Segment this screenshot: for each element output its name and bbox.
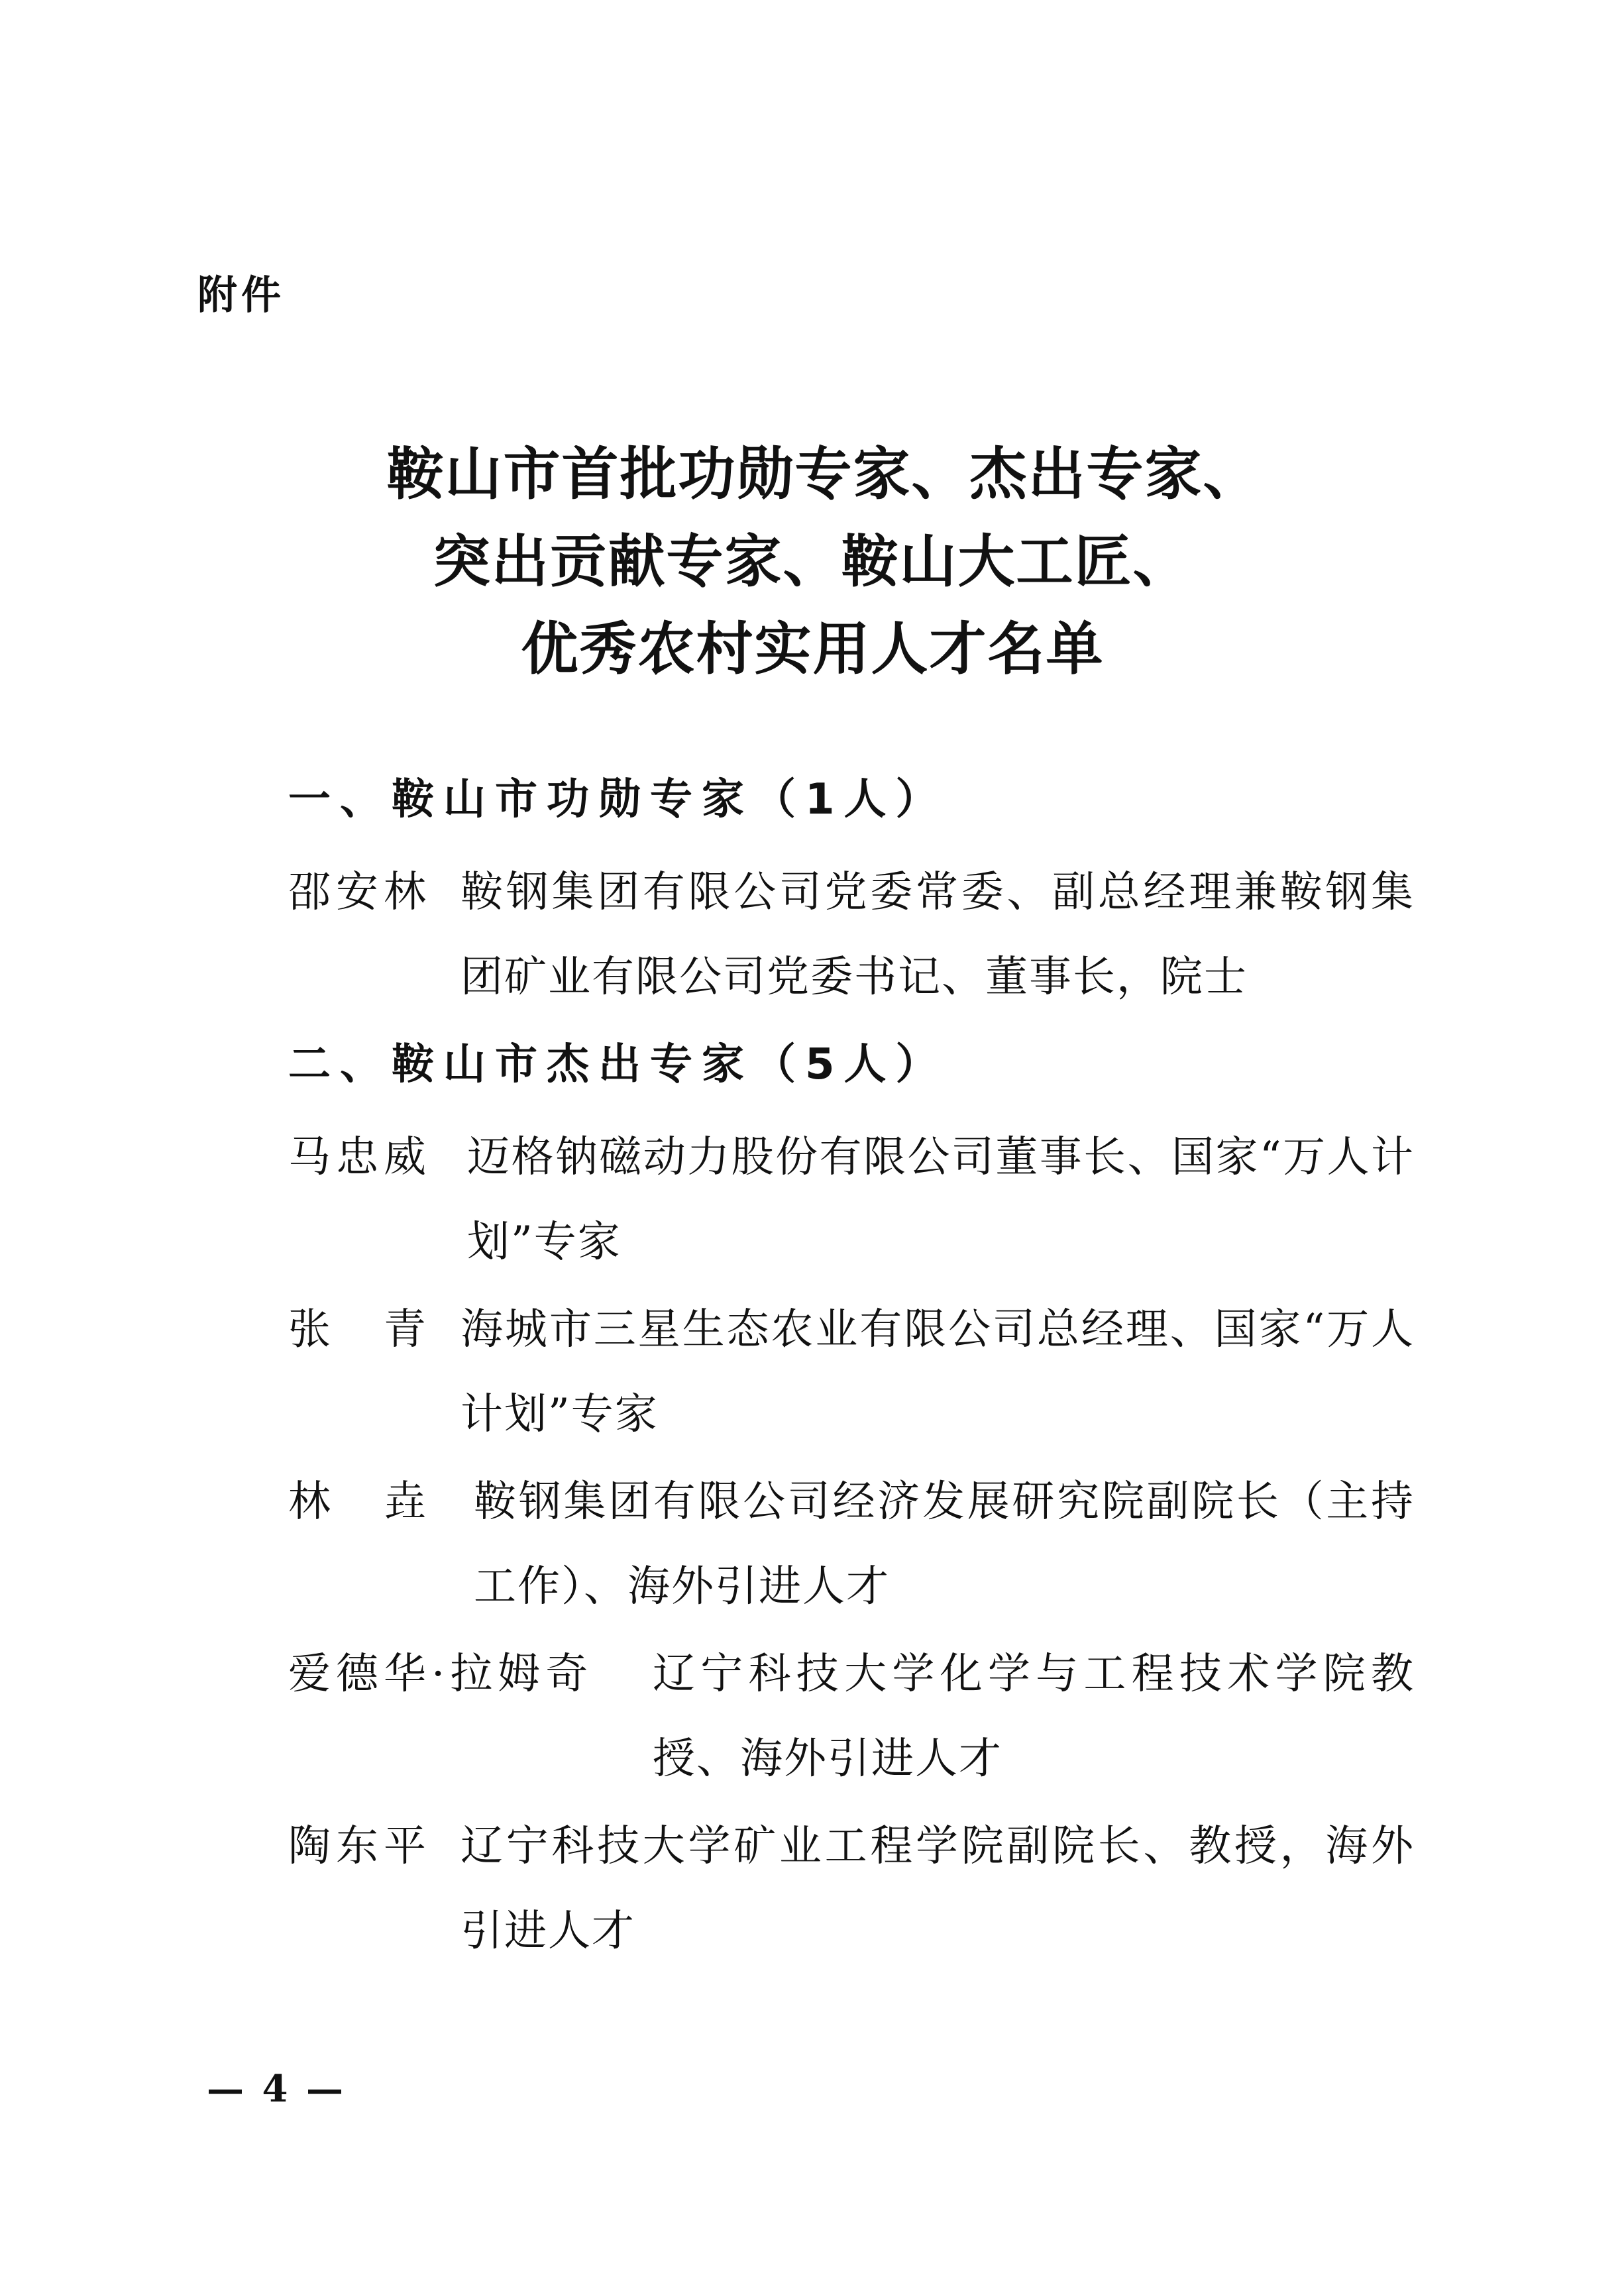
title-line-1: 鞍山市首批功勋专家、杰出专家、 [386,441,1262,507]
entry-description: 海城市三星生态农业有限公司总经理、国家“万人计划”专家 [460,1305,1415,1439]
entry-description: 鞍钢集团有限公司党委常委、副总经理兼鞍钢集团矿业有限公司党委书记、董事长，院士 [460,868,1415,1002]
entry-description: 鞍钢集团有限公司经济发展研究院副院长（主持工作）、海外引进人才 [474,1477,1415,1611]
entry-description: 迈格钠磁动力股份有限公司董事长、国家“万人计划”专家 [467,1133,1415,1267]
section-heading-outstanding: 二、鞍山市杰出专家（5人） [288,1040,947,1089]
entry-name: 张 青 [288,1305,431,1354]
page-number: — 4 — [207,2067,346,2111]
annex-label: 附件 [197,272,285,319]
entry-name: 爱德华·拉姆奇 [288,1650,594,1699]
section-heading-meritorious: 一、鞍山市功勋专家（1人） [288,775,947,824]
title-line-2: 突出贡献专家、鞍山大工匠、 [433,528,1191,595]
entry-name: 林 垚 [288,1477,431,1526]
entry-name: 邵安林 [288,868,431,917]
document-title [0,431,1624,693]
entry-description: 辽宁科技大学化学与工程技术学院教授、海外引进人才 [653,1650,1415,1783]
entry-name: 马忠威 [288,1133,431,1182]
entry-description: 辽宁科技大学矿业工程学院副院长、教授，海外引进人才 [460,1822,1415,1956]
title-line-3: 优秀农村实用人才名单 [521,615,1105,682]
entry-name: 陶东平 [288,1822,431,1871]
